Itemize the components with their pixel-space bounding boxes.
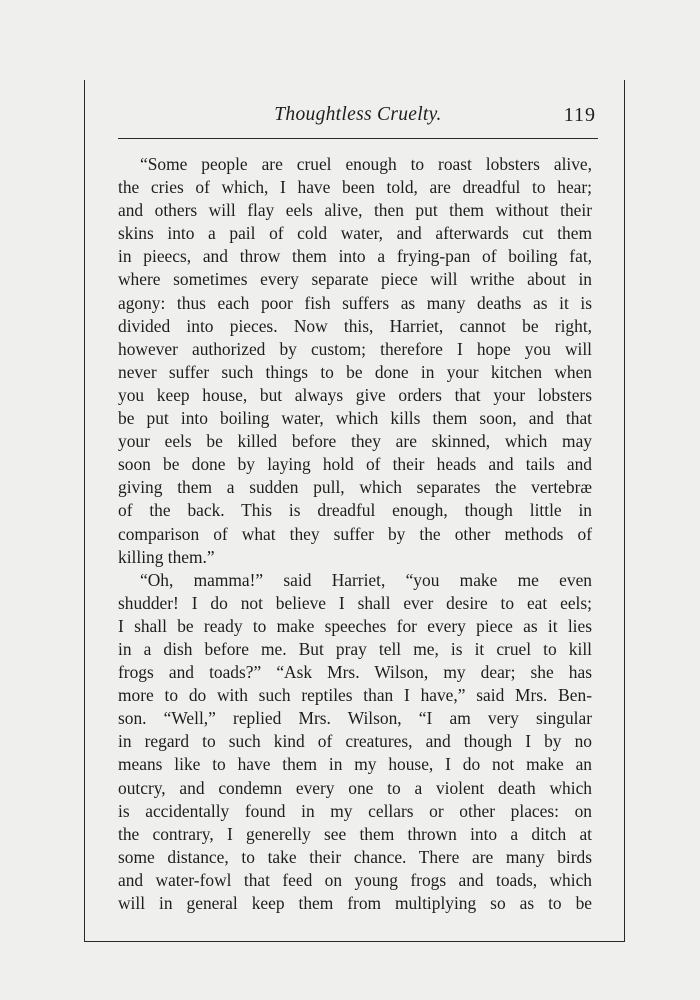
text-line: in pieecs, and throw them into a frying-pan of boiling fat, — [118, 246, 592, 267]
text-line: giving them a sudden pull, which separates the vertebræ — [118, 477, 592, 498]
body-text — [118, 153, 592, 915]
header-rule — [118, 138, 598, 139]
text-line: soon be done by laying hold of their heads and tails and — [118, 454, 592, 475]
text-line: “Some people are cruel enough to roast lobsters alive, — [140, 154, 592, 174]
text-line: outcry, and condemn every one to a violent death which — [118, 777, 592, 798]
text-line: and water-fowl that feed on young frogs and toads, which — [118, 869, 592, 890]
text-line: where sometimes every separate piece will writhe about in — [118, 269, 592, 290]
text-line: in regard to such kind of creatures, and though I by no — [118, 731, 592, 752]
text-line: means like to have them in my house, I do not make an — [118, 754, 592, 775]
text-line: killing them.” — [118, 546, 215, 567]
text-line: will in general keep them from multiplying so as to be — [118, 893, 592, 913]
text-line: be put into boiling water, which kills them soon, and that — [118, 408, 592, 429]
text-line: comparison of what they suffer by the other methods of — [118, 523, 592, 544]
text-line: more to do with such reptiles than I have,” said Mrs. Ben- — [118, 685, 592, 706]
running-title: Thoughtless Cruelty. — [274, 104, 442, 125]
text-line: never suffer such things to be done in your kitchen when — [118, 361, 592, 382]
text-line: in a dish before me. But pray tell me, is it cruel to kill — [118, 638, 592, 659]
text-line: the cries of which, I have been told, are dreadful to hear; — [118, 177, 592, 198]
text-line: shudder! I do not believe I shall ever desire to eat eels; — [118, 592, 592, 613]
text-line: frogs and toads?” “Ask Mrs. Wilson, my dear; she has — [118, 662, 592, 683]
text-line: some distance, to take their chance. There are many birds — [118, 846, 592, 867]
text-line: I shall be ready to make speeches for every piece as it lies — [118, 615, 592, 636]
text-line: son. “Well,” replied Mrs. Wilson, “I am very singular — [118, 708, 592, 729]
text-line: however authorized by custom; therefore I hope you will — [118, 338, 592, 359]
text-line: skins into a pail of cold water, and afterwards cut them — [118, 223, 592, 244]
page-header — [118, 104, 598, 134]
page-number: 119 — [563, 104, 596, 126]
text-line: is accidentally found in my cellars or other places: on — [118, 800, 592, 821]
text-line: “Oh, mamma!” said Harriet, “you make me even — [140, 569, 592, 590]
text-line: divided into pieces. Now this, Harriet, cannot be right, — [118, 315, 592, 336]
text-line: of the back. This is dreadful enough, though little in — [118, 500, 592, 521]
text-line: you keep house, but always give orders that your lobsters — [118, 384, 592, 405]
text-line: and others will flay eels alive, then put them without their — [118, 200, 592, 221]
text-line: your eels be killed before they are skinned, which may — [118, 431, 592, 452]
text-line: the contrary, I generelly see them thrown into a ditch at — [118, 823, 592, 844]
text-line: agony: thus each poor fish suffers as many deaths as it is — [118, 292, 592, 313]
